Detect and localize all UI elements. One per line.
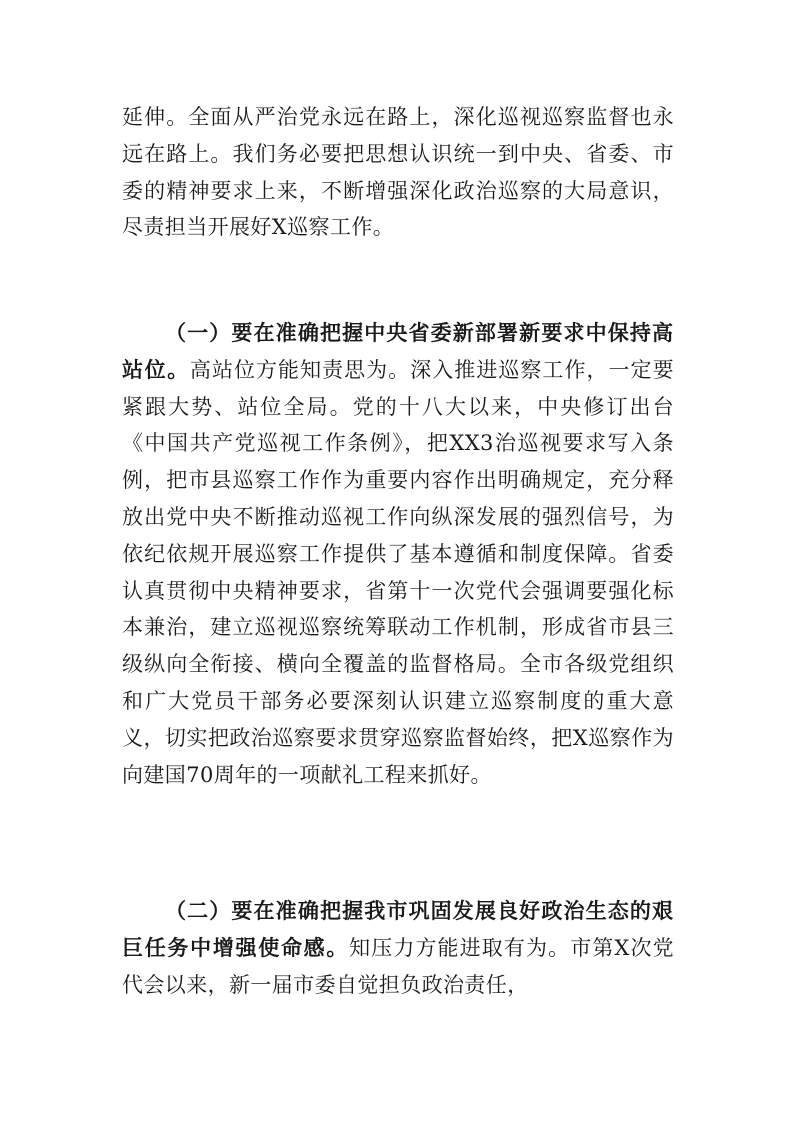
section-2-body: 知压力方能进取有为。市第X次党代会以来，新一届市委自觉担负政治责任， bbox=[122, 935, 675, 997]
section-1-paragraph bbox=[122, 315, 674, 793]
section-2-paragraph bbox=[122, 893, 674, 1003]
section-1-heading: （一）要在准确把握中央省委新部署新要求中保持高站位。 bbox=[122, 321, 674, 382]
paragraph-intro: 延伸。全面从严治党永远在路上，深化巡视巡察监督也永远在路上。我们务必要把思想认识统一到中央、省委、市委的精神要求上来，不断增强深化政治巡察的大局意识，尽责担当开展好X巡察工作。 bbox=[122, 105, 674, 240]
section-2-heading: （二）要在准确把握我市巩固发展良好政治生态的艰巨任务中增强使命感。 bbox=[122, 899, 674, 960]
section-1-body: 高站位方能知责思为。深入推进巡察工作，一定要紧跟大势、站位全局。党的十八大以来，中央修订出台《中国共产党巡视工作条例》，把XX3治巡视要求写入条例，把市县巡察工作作为重要内容作出明确规定，充分释放出党中央不断推动巡视工作向纵深发展的强烈信号，为依纪依规开展巡察工作提供了基本遵循和制度保障。省委认真贯彻中央精神要求，省第十一次党代会强调要强化标本兼治，建立巡视巡察统筹联动工作机制，形成省市县三级纵向全衔接、横向全覆盖的监督格局。全市各级党组织和广大党员干部务必要深刻认识建立巡察制度的重大意义，切实把政治巡察要求贯穿巡察监督始终，把X巡察作为向建国70周年的一项献礼工程来抓好。 bbox=[122, 357, 674, 787]
